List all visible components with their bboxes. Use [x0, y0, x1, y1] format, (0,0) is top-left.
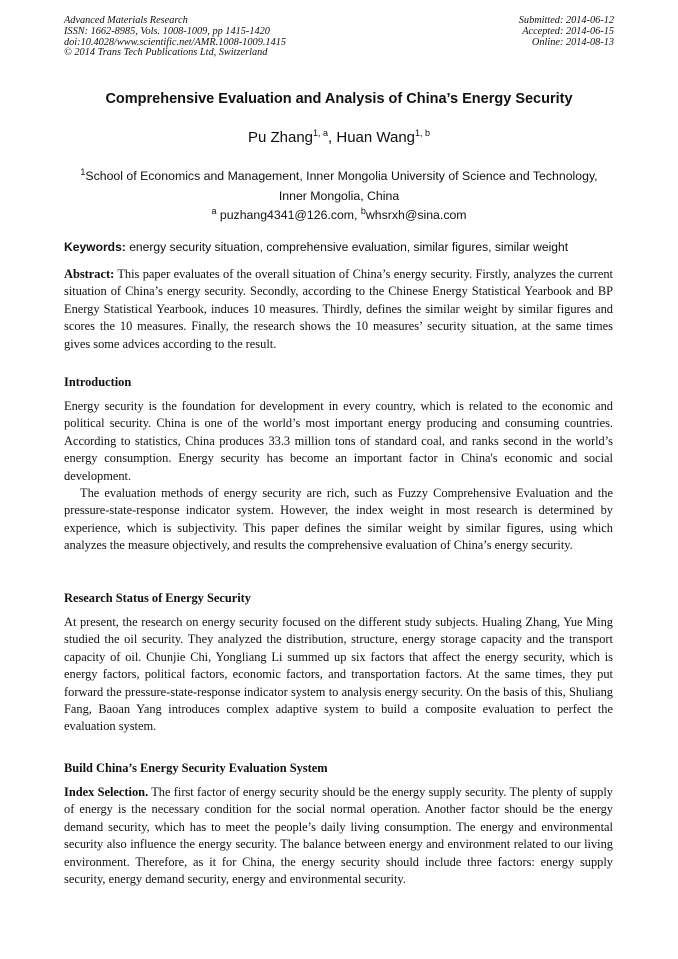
author-1-superscript: 1, a [313, 128, 329, 138]
abstract-label: Abstract: [64, 267, 115, 281]
build-system-body [64, 784, 613, 888]
email-a: puzhang4341@126.com, [216, 208, 361, 222]
build-system-heading: Build China’s Energy Security Evaluation System [64, 761, 328, 775]
accepted-date: Accepted: 2014-06-15 [522, 25, 614, 37]
email-b: whsrxh@sina.com [365, 208, 467, 222]
keywords-text: energy security situation, comprehensive evaluation, similar figures, similar weight [125, 240, 569, 254]
doi: doi:10.4028/www.scientific.net/AMR.1008-1009.1415 [64, 36, 287, 48]
affiliation-superscript: 1 [80, 166, 86, 177]
paper-title: Comprehensive Evaluation and Analysis of China’s Energy Security [105, 91, 573, 107]
journal-name: Advanced Materials Research [64, 15, 188, 26]
introduction-heading: Introduction [64, 375, 132, 389]
affiliation-line-2: Inner Mongolia, China [278, 189, 400, 203]
journal-header [64, 16, 286, 59]
index-selection-label: Index Selection. [64, 785, 149, 799]
research-status-body [64, 614, 613, 736]
introduction-paragraph-2: The evaluation methods of energy security are rich, such as Fuzzy Comprehensive Evaluation and the pressure-state-response indicator system. However, the index weight in most research is determined by experience, which is subjectivity. This paper defines the similar weight by similar figures, using which analyzes the measure objectively, and results the comprehensive evaluation of China’s energy security. [64, 486, 613, 553]
keywords [64, 240, 624, 254]
introduction-paragraph-1: Energy security is the foundation for development in every country, which is related to the economic and political security. China is one of the world’s most important energy producing and consuming countries. According to statistics, China produces 33.3 million tons of standard coal, and ranks second in the world’s energy consumption. Energy security has become an important factor in China's economic and social development. [64, 399, 613, 483]
submitted-date: Submitted: 2014-06-12 [518, 15, 614, 26]
author-2: Huan Wang [336, 129, 416, 146]
introduction-body [64, 398, 613, 555]
online-date: Online: 2014-08-13 [531, 36, 614, 48]
abstract [64, 266, 613, 353]
email-a-superscript: a [211, 205, 217, 216]
authors [0, 129, 678, 146]
issn: ISSN: 1662-8985, Vols. 1008-1009, pp 1415-1420 [64, 25, 270, 37]
affiliation [64, 166, 614, 206]
index-selection-text: The first factor of energy security should be the energy supply security. The plenty of supply of energy is the necessary condition for the social normal operation. Another factor should be the energy demand security, which has to meet the people’s daily living consumption. The energy and environmental security also influence the energy security. The balance between energy and environment related to our living environment. Therefore, as it for China, the energy security should include three factors: energy supply security, energy demand security, energy and environmental security. [64, 785, 613, 887]
dates-header [519, 16, 614, 48]
author-2-superscript: 1, b [415, 128, 431, 138]
abstract-text: This paper evaluates of the overall situation of China’s energy security. Firstly, analyzes the current situation of China’s energy security. Secondly, according to the Chinese Energy Statistical Yearbook and BP Energy Statistical Yearbook, induces 10 measures. Thirdly, defines the similar weight by similar figures and scores the 10 measures. Finally, the research shows the 10 measures’ security situation, at the same times gives some advices according to the result. [64, 267, 613, 351]
emails [0, 205, 678, 222]
email-b-superscript: b [360, 205, 366, 216]
research-status-heading: Research Status of Energy Security [64, 591, 251, 605]
author-separator: , [328, 129, 337, 146]
affiliation-line-1: School of Economics and Management, Inner Mongolia University of Science and Technology, [85, 169, 598, 183]
author-1: Pu Zhang [247, 129, 313, 146]
research-status-paragraph: At present, the research on energy security focused on the different study subjects. Hualing Zhang, Yue Ming studied the oil security. They analyzed the distribution, structure, energy storage capacity and the transport capacity of oil. Chunjie Chi, Yongliang Li summed up six factors that affect the energy security, which is energy factors, political factors, economic factors, and transportation factors. At the same times, they put forward the pressure-state-response indicator system to analysis energy security. On the basis of this, Shuliang Fang, Baoan Yang introduces complex adaptive system to build a composite evaluation to perfect the evaluation system. [64, 615, 613, 734]
copyright: © 2014 Trans Tech Publications Ltd, Switzerland [64, 47, 268, 59]
keywords-label: Keywords: [64, 240, 126, 254]
